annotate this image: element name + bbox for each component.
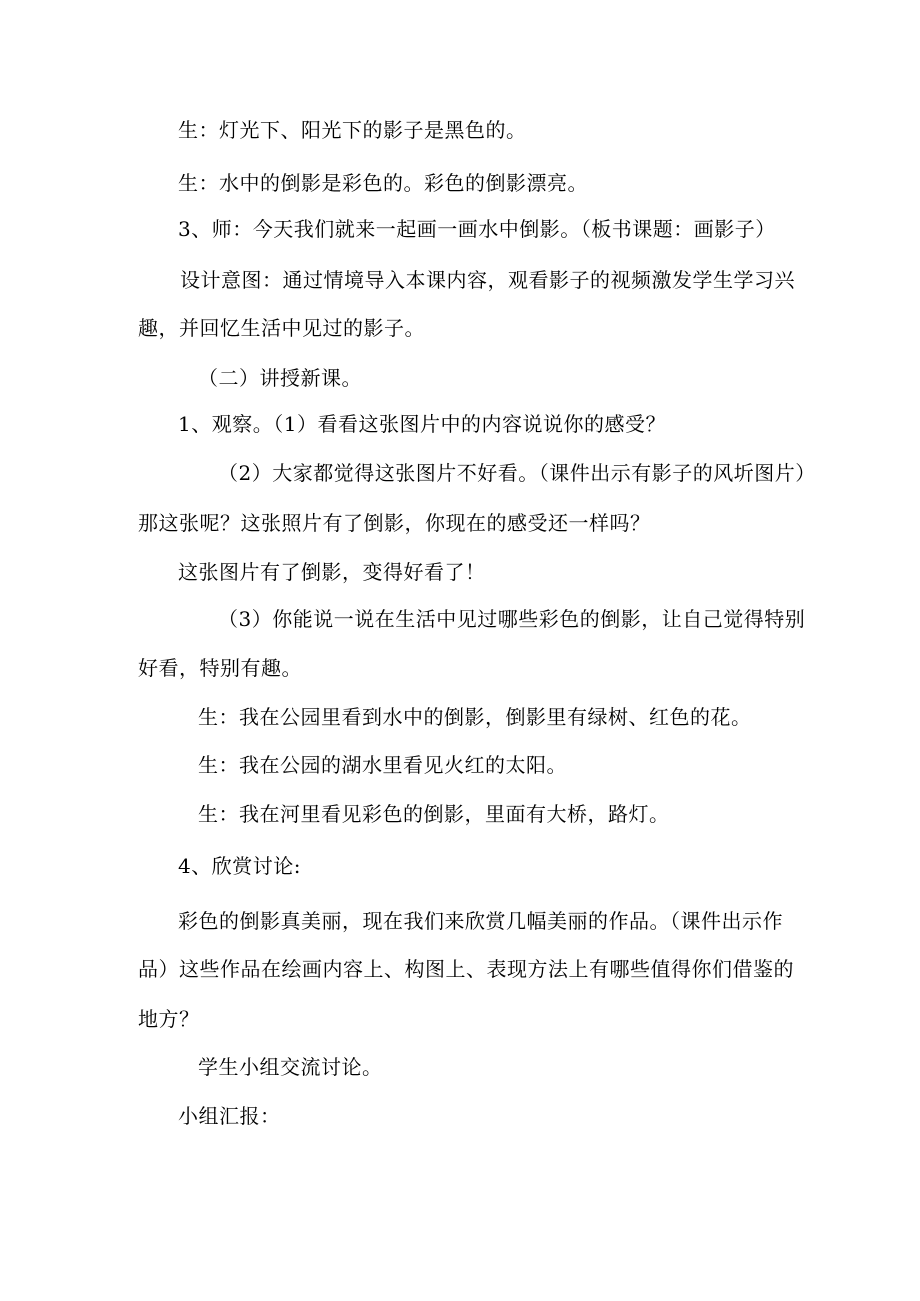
paragraph-line: 生：我在河里看见彩色的倒影，里面有大桥，路灯。 [198,802,670,826]
paragraph-line: 生：我在公园的湖水里看见火红的太阳。 [198,753,567,777]
paragraph-line: 设计意图：通过情境导入本课内容，观看影子的视频激发学生学习兴 [180,268,795,292]
paragraph-line: （3）你能说一说在生活中见过哪些彩色的倒影，让自己觉得特别 [218,607,806,631]
paragraph-line: 生：灯光下、阳光下的影子是黑色的。 [178,118,527,142]
section-heading: 4、欣赏讨论: [178,854,301,878]
paragraph-line: 地方？ [138,1007,200,1031]
paragraph-line: 趣，并回忆生活中见过的影子。 [138,316,425,340]
paragraph-line: 那这张呢？这张照片有了倒影，你现在的感受还一样吗？ [138,511,651,535]
paragraph-line: 彩色的倒影真美丽，现在我们来欣赏几幅美丽的作品。（课件出示作 [178,909,783,933]
paragraph-line: 生：我在公园里看到水中的倒影，倒影里有绿树、红色的花。 [198,705,752,729]
paragraph-line: 生：水中的倒影是彩色的。彩色的倒影漂亮。 [178,171,588,195]
paragraph-line: 好看，特别有趣。 [138,656,302,680]
section-heading: （二）讲授新课。 [198,366,362,390]
paragraph-line: 3、师：今天我们就来一起画一画水中倒影。（板书课题：画影子） [178,217,776,241]
paragraph-line: 这张图片有了倒影，变得好看了！ [178,560,486,584]
paragraph-line: 品）这些作品在绘画内容上、构图上、表现方法上有哪些值得你们借鉴的 [138,957,794,981]
paragraph-line: （2）大家都觉得这张图片不好看。（课件出示有影子的风圻图片） [218,461,816,485]
paragraph-line: 1、观察。（1）看看这张图片中的内容说说你的感受？ [178,412,666,436]
paragraph-line: 小组汇报： [178,1104,281,1128]
paragraph-line: 学生小组交流讨论。 [198,1055,383,1079]
